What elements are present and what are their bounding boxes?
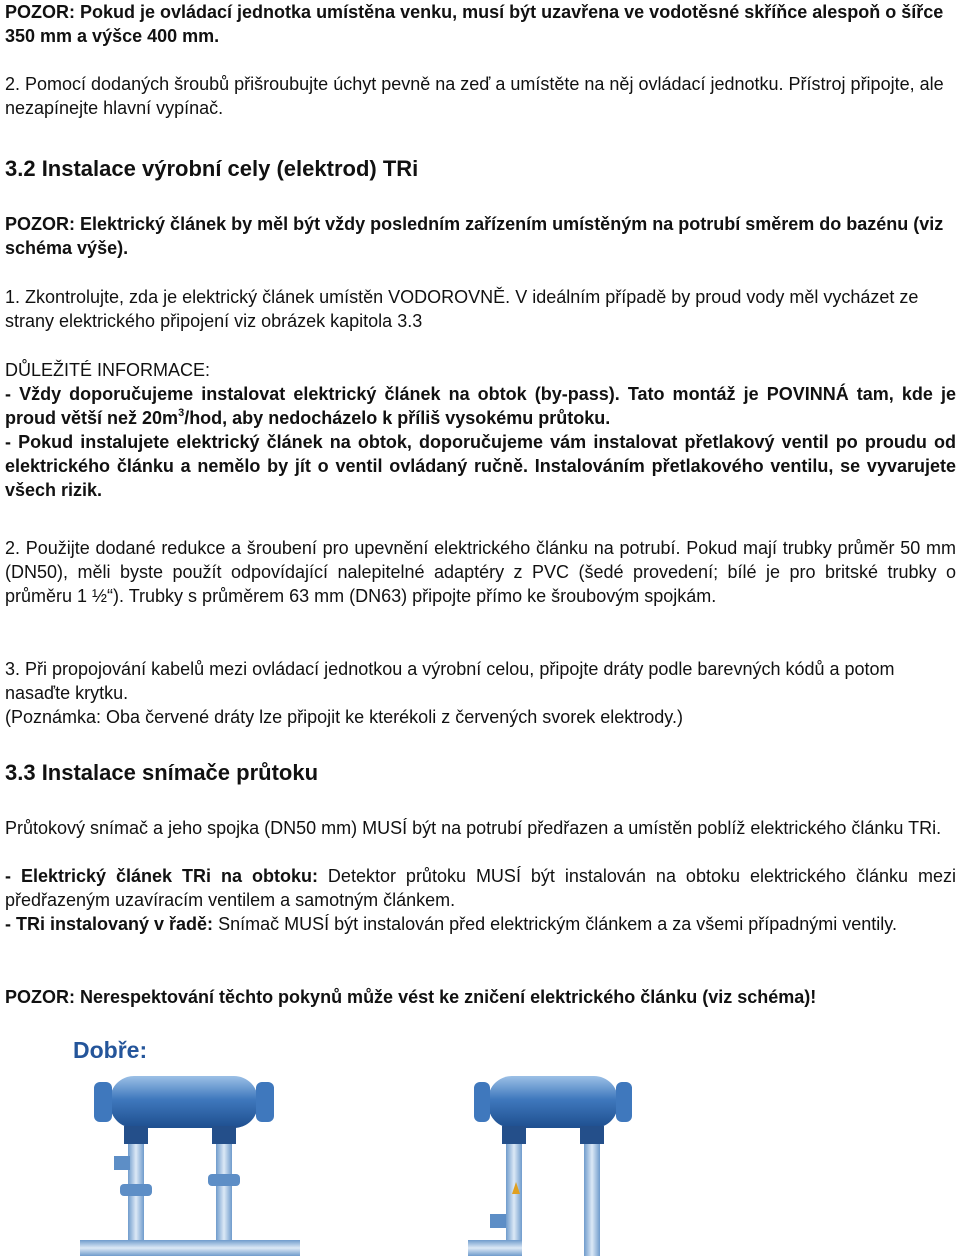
final-warning: POZOR: Nerespektování těchto pokynů může vést ke zničení elektrického článku (viz schéma)!	[5, 987, 817, 1007]
outlet-valve	[208, 1174, 240, 1186]
outlet-pipe	[584, 1144, 600, 1256]
bypass-installation-diagram	[80, 1064, 300, 1258]
inlet-horizontal-pipe	[468, 1240, 522, 1256]
electrolytic-cell-body	[488, 1076, 618, 1128]
step-mount-control-unit: 2. Pomocí dodaných šroubů přišroubujte úchyt pevně na zeď a umístěte na něj ovládací jednotku. Přístroj připojte, ale nezapínejte hlavní vypínač.	[5, 74, 944, 118]
step-connect-cables: 3. Při propojování kabelů mezi ovládací jednotkou a výrobní celou, připojte dráty podle barevných kódů a potom nasaďte krytku.	[5, 659, 895, 703]
warning-cell-last-device: POZOR: Elektrický článek by měl být vždy posledním zařízením umístěným na potrubí směrem do bazénu (viz schéma výše).	[5, 214, 944, 258]
flow-sensor	[490, 1214, 506, 1228]
important-pressure-valve: - Pokud instalujete elektrický článek na obtok, doporučujeme vám instalovat přetlakový ventil po proudu od elektrického článku a nemělo by jít o ventil ovládaný ručně. Instalováním přetlakového ventilu, se vyvarujete všech rizik.	[5, 432, 956, 500]
inline-text: Snímač MUSÍ být instalován před elektrickým článkem a za všemi případnými ventily.	[213, 914, 897, 934]
cell-outlet-union	[580, 1126, 604, 1144]
inline-label: - TRi instalovaný v řadě:	[5, 914, 214, 934]
important-info-title: DŮLEŽITÉ INFORMACE:	[5, 360, 211, 380]
cell-outlet-union	[212, 1126, 236, 1144]
warning-outdoor-enclosure: POZOR: Pokud je ovládací jednotka umístěna venku, musí být uzavřena ve vodotěsné skříňce alespoň o šířce 350 mm a výšce 400 mm.	[5, 2, 944, 46]
cell-inlet-union	[124, 1126, 148, 1144]
good-example-label: Dobře:	[73, 1037, 148, 1063]
electrolytic-cell-body	[110, 1076, 258, 1128]
flow-sensor-inline	[5, 912, 956, 936]
cell-inlet-union	[502, 1126, 526, 1144]
bypass-label: - Elektrický článek TRi na obtoku:	[5, 866, 318, 886]
flow-sensor-bypass	[5, 864, 956, 912]
cell-left-cap	[94, 1082, 112, 1122]
main-pipe	[80, 1240, 300, 1256]
important-bypass-text-b: /hod, aby nedocházelo k příliš vysokému průtoku.	[184, 408, 611, 428]
inline-installation-diagram	[468, 1064, 638, 1258]
heading-3-2: 3.2 Instalace výrobní cely (elektrod) TRi	[5, 156, 419, 181]
cell-right-cap	[256, 1082, 274, 1122]
important-bypass-sup: 3	[178, 407, 185, 419]
step-check-horizontal: 1. Zkontrolujte, zda je elektrický článek umístěn VODOROVNĚ. V ideálním případě by proud vody měl vycházet ze strany elektrického připojení viz obrázek kapitola 3.3	[5, 287, 919, 331]
important-bypass-text-a: - Vždy doporučujeme instalovat elektrický článek na obtok (by-pass). Tato montáž je POVINNÁ tam, kde je proud větší než 20m	[5, 384, 956, 428]
cell-left-cap	[474, 1082, 490, 1122]
note-red-wires: (Poznámka: Oba červené dráty lze připojit ke kterékoli z červených svorek elektrody.)	[5, 707, 683, 727]
inlet-valve	[120, 1184, 152, 1196]
heading-3-3: 3.3 Instalace snímače průtoku	[5, 760, 319, 785]
bypass-text: Detektor průtoku MUSÍ být instalován na obtoku elektrického článku mezi předřazeným uzavíracím ventilem a samotným článkem.	[5, 866, 956, 910]
cell-right-cap	[616, 1082, 632, 1122]
bypass-outlet-pipe	[216, 1144, 232, 1248]
step-reducers-couplings: 2. Použijte dodané redukce a šroubení pro upevnění elektrického článku na potrubí. Pokud mají trubky průměr 50 mm (DN50), měli byste použít odpovídající nalepitelné adaptéry z PVC (šedé provedení; bílé je pro britské trubky o průměru 1 ½“). Trubky s průměrem 63 mm (DN63) připojte přímo ke šroubovým spojkám.	[5, 538, 956, 606]
flow-sensor-intro: Průtokový snímač a jeho spojka (DN50 mm) MUSÍ být na potrubí předřazen a umístěn poblíž elektrického článku TRi.	[5, 818, 942, 838]
flow-sensor	[114, 1156, 130, 1170]
inlet-pipe	[506, 1144, 522, 1256]
important-bypass-mandatory	[5, 382, 956, 430]
